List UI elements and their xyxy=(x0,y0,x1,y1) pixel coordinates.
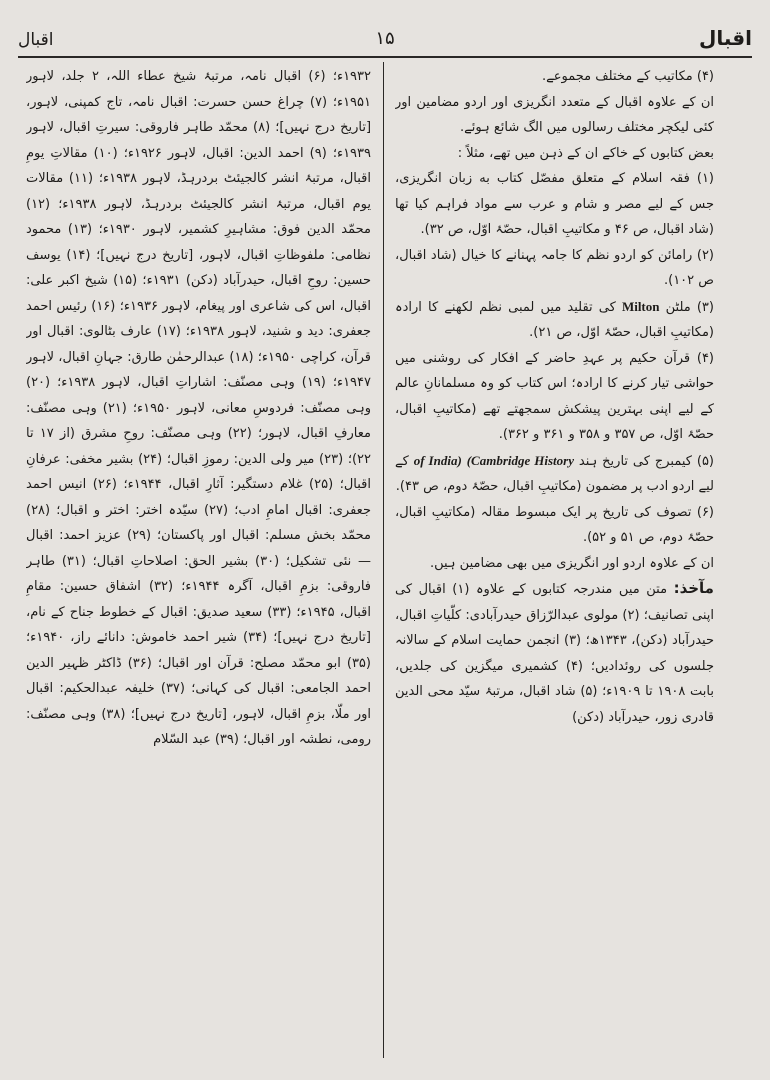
left-column xyxy=(26,64,371,1054)
paragraph-letters-collections: (۴) مکاتیب کے مختلف مجموعے. xyxy=(541,69,714,84)
column-divider xyxy=(383,62,384,1058)
cambridge-post: کے لیے اردو ادب پر مضمون (مکاتیبِ اقبال، حصّۂ دوم، ص ۴۳). xyxy=(395,453,714,494)
cambridge-pre: (۵) کیمبرج کی تاریخ ہند xyxy=(578,453,714,469)
sources-text: متن میں مندرجہ کتابوں کے علاوہ (۱) اقبال کی اپنی تصانیف؛ (۲) مولوی عبدالرّزاق حیدرآبادی: کلّیاتِ اقبال، حیدرآباد (دکن)، ۱۳۴۳ھ؛ (۳) انجمن حمایت اسلام کے سالانہ جلسوں کی روئدادیں؛ (۴) کشمیری میگزین کی جلدیں، بابت ۱۹۰۸ تا ۱۹۰۹ء؛ (۵) شاد اقبال، مرتبۂ سیّد محی الدین قادری زور، حیدرآباد (دکن) xyxy=(395,582,715,725)
item-fiqh-book: (۱) فقہ اسلام کے متعلق مفصّل کتاب به زبان انگریزی، جس کے لیے مصر و شام و عرب سے مواد فراہم کیا تھا (شاد اقبال، ص ۴۶ و مکاتیبِ اقبال، حصّۂ اوّل، ص ۳۲). xyxy=(395,171,714,237)
cambridge-latin-1: (Cambridge History xyxy=(466,452,574,468)
right-column xyxy=(395,64,740,1054)
paragraph-planned-books: بعض کتابوں کے خاکے ان کے ذہن میں تھے، مثلاً : xyxy=(457,145,714,161)
milton-latin: Milton xyxy=(621,298,660,314)
page-header xyxy=(18,26,752,58)
item-tasawwuf: (۶) تصوف کی تاریخ پر ایک مبسوط مقالہ (مکاتیبِ اقبال، حصّۂ دوم، ص ۵۱ و ۵۲). xyxy=(395,504,714,545)
sources-section xyxy=(395,576,740,730)
sources-label: مآخذ: xyxy=(673,579,714,597)
header-title-left: اقبال xyxy=(18,30,54,50)
milton-pre: (۳) ملٹن xyxy=(665,299,714,315)
item-quran-commentary: (۴) قرآن حکیم پر عہدِ حاضر کے افکار کی روشنی میں حواشی تیار کرنے کا ارادہ؛ اس کتاب کو وہ مسلمانانِ عالم کے لیے اپنی بہترین پیشکش سمجھتے تھے (مکاتیبِ اقبال، حصّۂ اوّل، ص ۳۵۷ و ۳۵۸ و ۳۶۱ و ۳۶۲). xyxy=(395,350,714,442)
item-milton xyxy=(395,294,740,346)
page-number: ۱۵ xyxy=(375,28,395,49)
item-cambridge-history xyxy=(395,448,740,500)
paragraph-other-articles: ان کے علاوہ اردو اور انگریزی میں بھی مضامین ہیں. xyxy=(429,555,714,571)
item-ramayan: (۲) رامائن کو اردو نظم کا جامہ پہنانے کا خیال (شاد اقبال، ص ۱۰۲). xyxy=(395,247,714,288)
cambridge-latin-2: of India) xyxy=(413,452,462,468)
milton-post: کی تقلید میں لمبی نظم لکھنے کا ارادہ (مکاتیبِ اقبال، حصّۂ اوّل، ص ۲۱). xyxy=(395,299,714,340)
bibliography-text: ۱۹۳۲ء؛ (۶) اقبال نامہ، مرتبۂ شیخ عطاء اللہ، ۲ جلد، لاہور ۱۹۵۱ء؛ (۷) چراغ حسن حسرت: اقبال نامہ، تاج کمپنی، لاہور، [تاریخ درج نہیں]؛ (۸) محمّد طاہر فاروقی: سیرتِ اقبال، لاہور ۱۹۳۹ء؛ (۹) احمد الدین: اقبال، لاہور ۱۹۲۶ء؛ (۱۰) مقالاتِ یومِ اقبال، مرتبۂ انشر کالجیئٹ بردرہڈ، لاہور ۱۹۳۸ء؛ (۱۱) مقالات یوم اقبال، مرتبۂ انشر کالجیئٹ بردرہڈ، لاہور ۱۹۳۸ء؛ (۱۲) محمّد الدین فوق: مشاہیرِ کشمیر، لاہور ۱۹۳۰ء؛ (۱۳) محمود نظامی: ملفوظاتِ اقبال، لاہور، [تاریخ درج نہیں]؛ (۱۴) یوسف حسین: روحِ اقبال، حیدرآباد (دکن) ۱۹۳۱ء؛ (۱۵) شیخ اکبر علی: اقبال، اس کی شاعری اور پیغام، لاہور ۱۹۳۶ء؛ (۱۶) رئیس احمد جعفری: دید و شنید، لاہور ۱۹۳۸ء؛ (۱۷) عارف بٹالوی: اقبال اور قرآن، کراچی ۱۹۵۰ء؛ (۱۸) عبدالرحمٰن طارق: جہانِ اقبال، لاہور ۱۹۴۷ء؛ (۱۹) وہی مصنّف: اشاراتِ اقبال، لاہور ۱۹۳۸ء؛ (۲۰) وہی مصنّف: فردوسِ معانی، لاہور ۱۹۵۰ء؛ (۲۱) وہی مصنّف: معارفِ اقبال، لاہور؛ (۲۲) وہی مصنّف: روحِ مشرق (از ۱۷ تا ۲۲)؛ (۲۳) میر ولی الدین: رموزِ اقبال؛ (۲۴) بشیر مخفی: عرفانِ اقبال؛ (۲۵) غلام دستگیر: آثارِ اقبال، ۱۹۴۴ء؛ (۲۶) انیس احمد جعفری: اقبال امامِ ادب؛ (۲۷) سیّدہ اختر: اختر و اقبال؛ (۲۸) محمّد بخش مسلم: اقبال اور پاکستان؛ (۲۹) عزیز احمد: اقبال — نئی تشکیل؛ (۳۰) بشیر الحق: اصلاحاتِ اقبال؛ (۳۱) طاہر فاروقی: بزمِ اقبال، آگرہ ۱۹۴۴ء؛ (۳۲) اشفاق حسین: مقامِ اقبال، ۱۹۴۵ء؛ (۳۳) سعید صدیق: اقبال کے خطوط جناح کے نام، [تاریخ درج نہیں]؛ (۳۴) شیر احمد خاموش: دانائے راز، ۱۹۴۰ء؛ (۳۵) ابو محمّد مصلح: قرآن اور اقبال؛ (۳۶) ڈاکٹر ظہیر الدین احمد الجامعی: اقبال کی کہانی؛ (۳۷) خلیفہ عبدالحکیم: اقبال اور ملّا، بزمِ اقبال، لاہور، [تاریخ درج نہیں]؛ (۳۸) وہی مصنّف: رومی، نطشہ اور اقبال؛ (۳۹) عبد السّلام xyxy=(26,69,371,747)
header-title-right: اقبال xyxy=(699,26,752,50)
paragraph-other-writings: ان کے علاوہ اقبال کے متعدد انگریزی اور اردو مضامین اور کئی لیکچر مختلف رسالوں میں الگ شائع ہوئے. xyxy=(395,94,714,135)
